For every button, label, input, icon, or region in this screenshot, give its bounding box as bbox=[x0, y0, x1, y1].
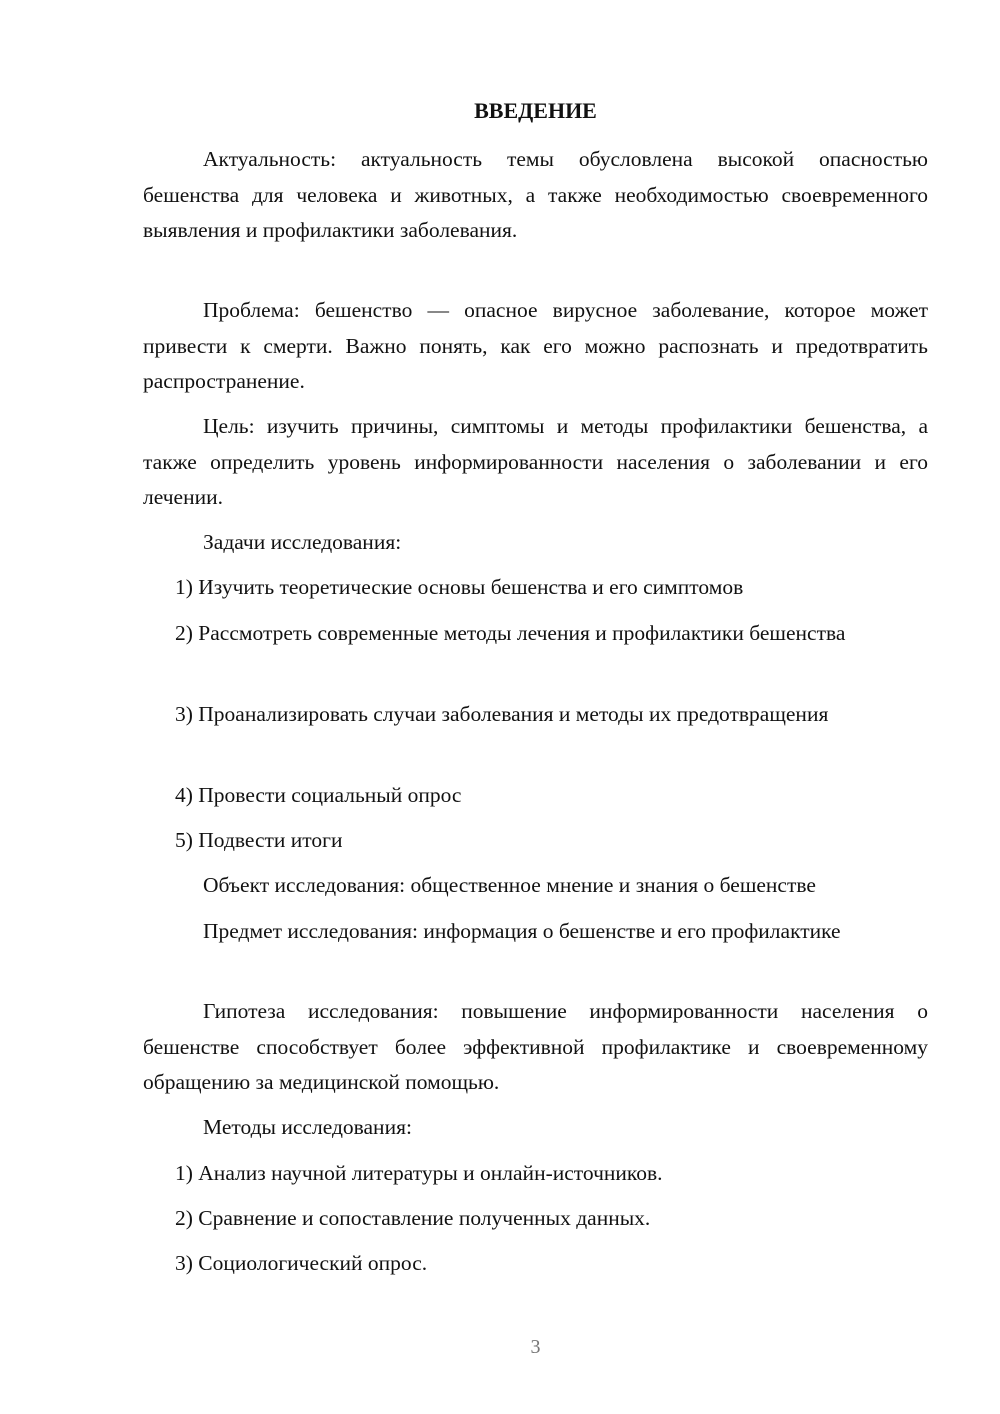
method-item-2: 2) Сравнение и сопоставление полученных данных. bbox=[175, 1206, 651, 1230]
relevance-paragraph: Актуальность: актуальность темы обусловлена высокой опасностью бешенства для человека и животных, а также необходимостью своевременного выявления и профилактики заболевания. bbox=[143, 147, 928, 242]
goal-paragraph: Цель: изучить причины, симптомы и методы профилактики бешенства, а также определить уровень информированности населения о заболевании и его лечении. bbox=[143, 414, 928, 509]
hypothesis-paragraph: Гипотеза исследования: повышение информированности населения о бешенстве способствует более эффективной профилактике и своевременному обращению за медицинской помощью. bbox=[143, 999, 928, 1094]
method-item-1: 1) Анализ научной литературы и онлайн-источников. bbox=[175, 1161, 663, 1185]
page-number: 3 bbox=[530, 1336, 541, 1358]
task-item-1: 1) Изучить теоретические основы бешенства и его симптомов bbox=[175, 575, 744, 599]
object-paragraph: Объект исследования: общественное мнение и знания о бешенстве bbox=[203, 873, 816, 897]
problem-paragraph: Проблема: бешенство — опасное вирусное заболевание, которое может привести к смерти. Важно понять, как его можно распознать и предотвратить распространение. bbox=[143, 298, 928, 393]
task-item-4: 4) Провести социальный опрос bbox=[175, 783, 462, 807]
subject-paragraph: Предмет исследования: информация о бешенстве и его профилактике bbox=[203, 919, 841, 943]
methods-heading: Методы исследования: bbox=[203, 1115, 412, 1139]
document-page bbox=[143, 0, 928, 1414]
section-title: ВВЕДЕНИЕ bbox=[474, 98, 597, 123]
task-item-5: 5) Подвести итоги bbox=[175, 828, 343, 852]
task-item-2: 2) Рассмотреть современные методы лечения и профилактики бешенства bbox=[175, 621, 846, 645]
task-item-3: 3) Проанализировать случаи заболевания и методы их предотвращения bbox=[175, 702, 829, 726]
method-item-3: 3) Социологический опрос. bbox=[175, 1251, 428, 1275]
tasks-heading: Задачи исследования: bbox=[203, 530, 402, 554]
